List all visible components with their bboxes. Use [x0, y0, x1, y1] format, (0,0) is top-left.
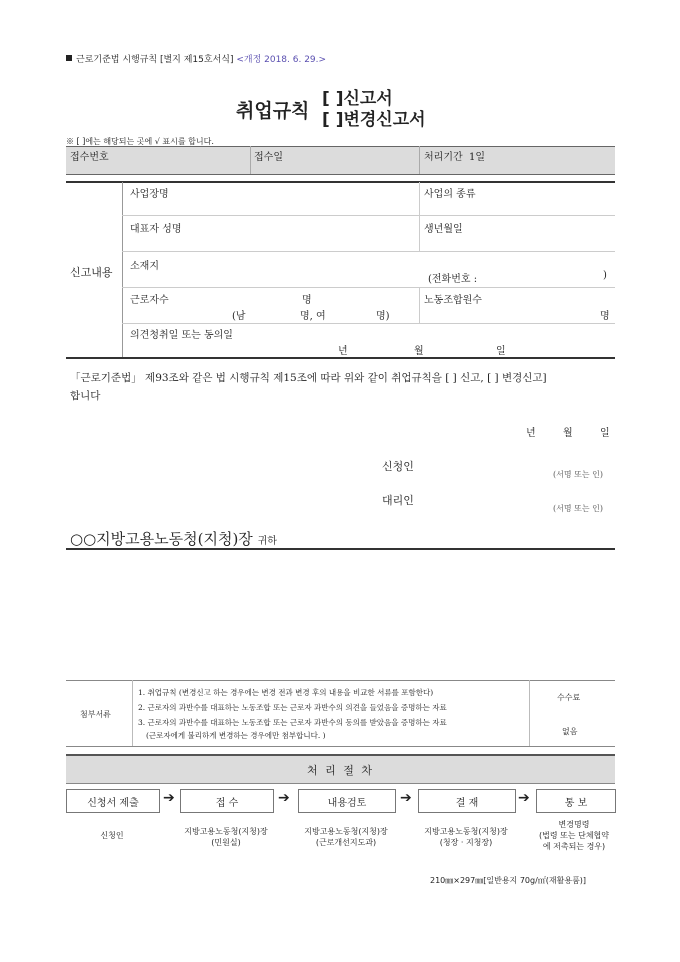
arrow-icon: ➔	[278, 790, 290, 806]
report-section-label: 신고내용	[70, 266, 113, 279]
law-reference: 근로기준법 시행규칙 [별지 제15호서식]	[76, 55, 234, 65]
step-receive: 접 수	[180, 789, 274, 813]
title-option-change: [ ]변경신고서	[322, 110, 426, 130]
sign-year: 년	[526, 428, 536, 439]
processing-period-value: 1일	[469, 152, 486, 163]
step-review: 내용검토	[298, 789, 396, 813]
receipt-number-label: 접수번호	[70, 152, 109, 163]
birth-date-label: 생년월일	[424, 224, 463, 235]
processing-period-label: 처리기간 1일	[424, 152, 486, 163]
opinion-month: 월	[414, 346, 424, 357]
opinion-day: 일	[496, 346, 506, 357]
workers-label: 근로자수	[130, 295, 169, 306]
workers-female-unit: 명)	[376, 311, 390, 322]
arrow-icon: ➔	[518, 790, 530, 806]
agent-label: 대리인	[382, 494, 414, 507]
attachment-item-3b: (근로자에게 불리하게 변경하는 경우에만 첨부합니다. )	[146, 731, 326, 740]
process-title: 처 리 절 차	[66, 754, 615, 784]
step-submit: 신청서 제출	[66, 789, 160, 813]
business-name-label: 사업장명	[130, 189, 169, 200]
step-notify: 통 보	[536, 789, 616, 813]
step-approval-desc: 지방고용노동청(지청)장 (청장 · 지청장)	[424, 827, 508, 847]
check-note: ※ [ ]에는 해당되는 곳에 √ 표시를 합니다.	[66, 137, 214, 146]
receipt-date-label: 접수일	[254, 152, 283, 163]
fee-value: 없음	[562, 727, 578, 736]
attachment-item-3: 3. 근로자의 과반수를 대표하는 노동조합 또는 근로자 과반수의 동의를 받았음을 증명하는 자료	[138, 718, 447, 727]
union-members-label: 노동조합원수	[424, 295, 482, 306]
form-reference	[66, 52, 326, 65]
opinion-year: 년	[338, 346, 348, 357]
statement-line-2: 합니다	[70, 390, 101, 402]
phone-label: (전화번호 :	[428, 274, 478, 285]
representative-label: 대표자 성명	[130, 224, 182, 235]
workers-male-open: (남	[232, 311, 246, 322]
sign-day: 일	[600, 428, 610, 439]
step-notify-desc: 변경명령 (법령 또는 단체협약 에 저촉되는 경우)	[538, 820, 610, 851]
paper-spec-footer: 210㎜×297㎜[일반용지 70g/㎡(재활용품)]	[430, 876, 587, 885]
applicant-sign: (서명 또는 인)	[553, 470, 603, 479]
opinion-date-label: 의견청취일 또는 동의일	[130, 330, 233, 341]
phone-close: )	[603, 270, 607, 281]
form-title: 취업규칙	[236, 100, 310, 122]
square-bullet-icon	[66, 55, 72, 61]
business-type-label: 사업의 종류	[424, 189, 476, 200]
arrow-icon: ➔	[400, 790, 412, 806]
title-option-report: [ ]신고서	[322, 89, 393, 109]
fee-label: 수수료	[557, 693, 581, 702]
step-receive-desc: 지방고용노동청(지청)장 (민원실)	[184, 827, 268, 847]
statement-line-1: 「근로기준법」 제93조와 같은 법 시행규칙 제15조에 따라 위와 같이 취업규칙을 [ ] 신고, [ ] 변경신고]	[70, 372, 547, 384]
recipient: ○○지방고용노동청(지청)장 귀하	[70, 530, 277, 548]
step-approval: 결 재	[418, 789, 516, 813]
step-review-desc: 지방고용노동청(지청)장 (근로개선지도과)	[304, 827, 388, 847]
address-label: 소재지	[130, 261, 159, 272]
arrow-icon: ➔	[163, 790, 175, 806]
receipt-row	[66, 146, 615, 174]
workers-unit: 명	[302, 295, 312, 306]
revision-date: <개정 2018. 6. 29.>	[236, 55, 327, 65]
agent-sign: (서명 또는 인)	[553, 504, 603, 513]
attachments-label: 첨부서류	[80, 710, 111, 719]
workers-male-unit: 명, 여	[300, 311, 326, 322]
attachment-item-2: 2. 근로자의 과반수를 대표하는 노동조합 또는 근로자 과반수의 의견을 들었음을 증명하는 자료	[138, 703, 447, 712]
recipient-suffix: 귀하	[257, 536, 277, 547]
step-submit-desc: 신청인	[100, 831, 124, 840]
sign-month: 월	[563, 428, 573, 439]
attachment-item-1: 1. 취업규칙 (변경신고 하는 경우에는 변경 전과 변경 후의 내용을 비교한 서류를 포함한다)	[138, 688, 434, 697]
applicant-label: 신청인	[382, 460, 414, 473]
union-members-unit: 명	[600, 311, 610, 322]
